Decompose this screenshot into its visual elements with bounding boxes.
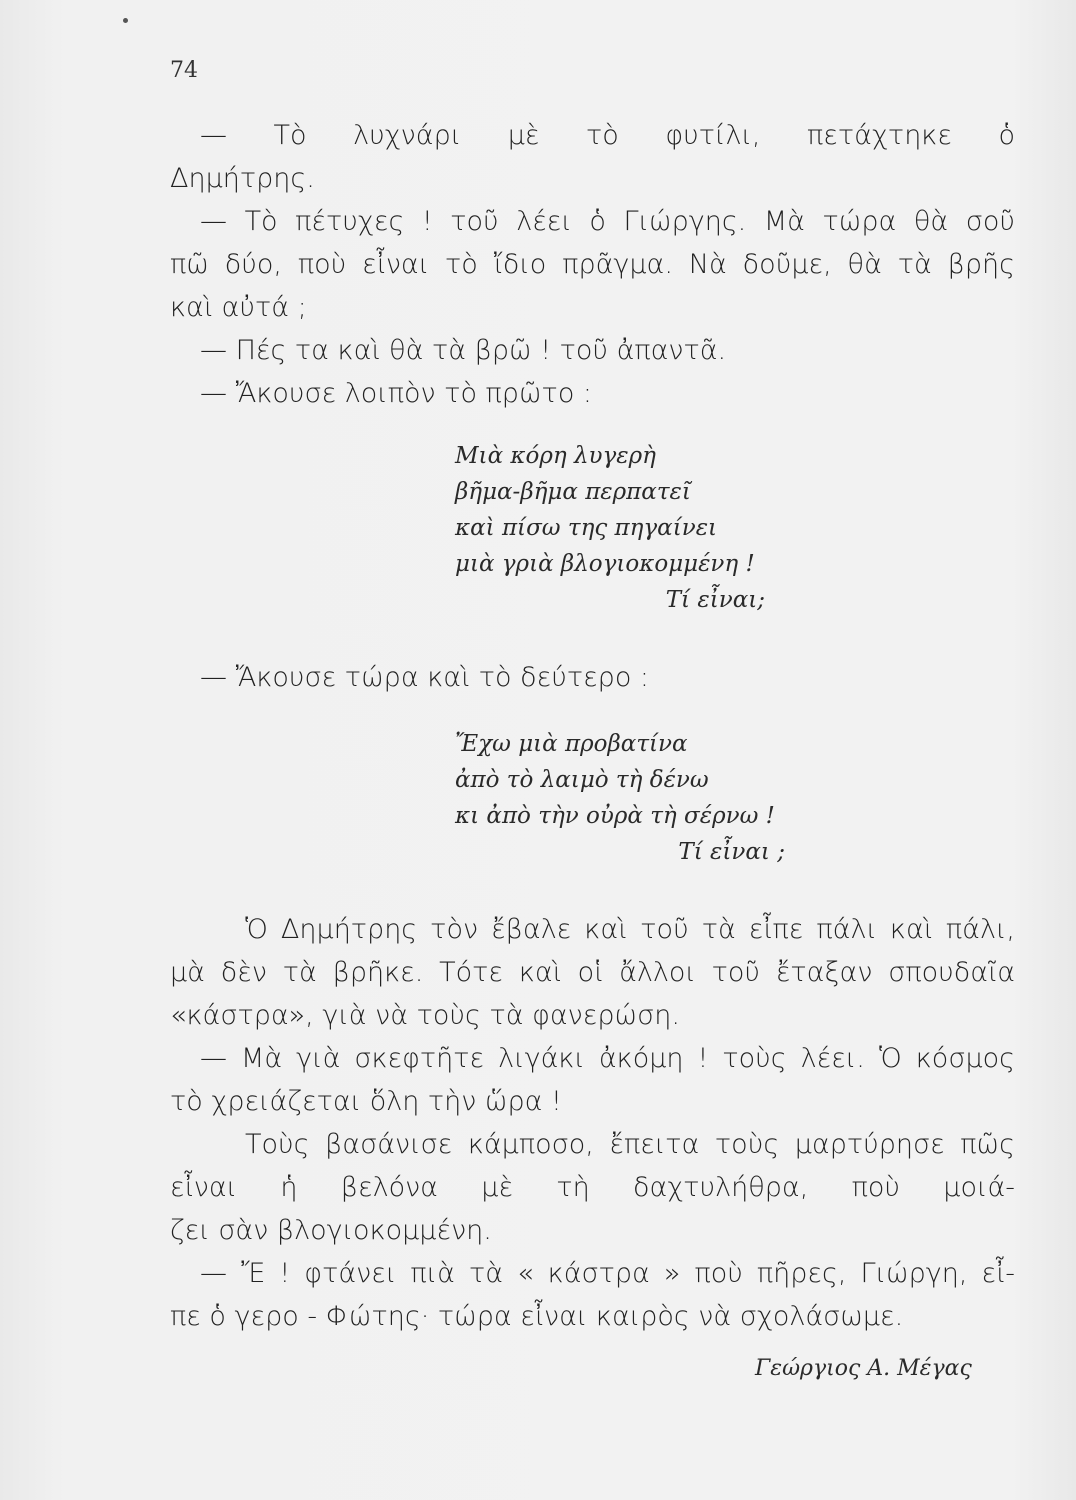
author-signature: Γεώργιος Α. Μέγας — [755, 1356, 972, 1381]
verse-line: Μιὰ κόρη λυγερὴ — [455, 443, 656, 469]
riddle-verse-2 — [455, 726, 815, 870]
print-speck — [123, 18, 128, 23]
paragraph-line: — Ἄκουσε λοιπὸν τὸ πρῶτο : — [200, 378, 593, 409]
paragraph-line: εἶναι ἡ βελόνα μὲ τὴ δαχτυλήθρα, ποὺ μοιά- — [170, 1172, 1015, 1203]
paragraph-line: — Μὰ γιὰ σκεφτῆτε λιγάκι ἀκόμη ! τοὺς λέει. Ὁ κόσμος — [200, 1043, 1015, 1074]
paragraph-line: — Πές τα καὶ θὰ τὰ βρῶ ! τοῦ ἀπαντᾶ. — [200, 335, 727, 366]
paragraph-line: πῶ δύο, ποὺ εἶναι τὸ ἴδιο πρᾶγμα. Νὰ δοῦμε, θὰ τὰ βρῆς — [170, 249, 1015, 280]
verse-line: Ἔχω μιὰ προβατίνα — [455, 731, 688, 757]
verse-line: ἀπὸ τὸ λαιμὸ τὴ δένω — [455, 767, 709, 793]
paragraph-line: καὶ αὐτά ; — [170, 292, 307, 323]
dialogue-block-1 — [170, 114, 1015, 415]
paragraph-line: Τοὺς βασάνισε κάμποσο, ἔπειτα τοὺς μαρτύρησε πῶς — [245, 1129, 1015, 1160]
paragraph-line: ζει σὰν βλογιοκομμένη. — [170, 1215, 492, 1246]
paragraph-line: — Ἄκουσε τώρα καὶ τὸ δεύτερο : — [200, 662, 650, 693]
paragraph-line: Δημήτρης. — [170, 163, 315, 194]
riddle-question: Τί εἶναι; — [665, 587, 765, 613]
paragraph-line: μὰ δὲν τὰ βρῆκε. Τότε καὶ οἱ ἄλλοι τοῦ ἔταξαν σπουδαῖα — [170, 957, 1015, 988]
verse-line: κι ἀπὸ τὴν οὐρὰ τὴ σέρνω ! — [455, 803, 775, 829]
paragraph-line: «κάστρα», γιὰ νὰ τοὺς τὰ φανερώση. — [170, 1000, 680, 1031]
verse-line: βῆμα-βῆμα περπατεῖ — [455, 479, 691, 505]
verse-line: καὶ πίσω της πηγαίνει — [455, 515, 718, 541]
riddle-verse-1 — [455, 438, 785, 618]
dialogue-block-2 — [170, 656, 1015, 699]
verse-line: μιὰ γριὰ βλογιοκομμένη ! — [455, 551, 755, 577]
page-number: 74 — [170, 58, 198, 83]
paragraph-line: — Τὸ πέτυχες ! τοῦ λέει ὁ Γιώργης. Μὰ τώρα θὰ σοῦ — [200, 206, 1015, 237]
narrative-block — [170, 908, 1015, 1338]
paragraph-line: Ὁ Δημήτρης τὸν ἔβαλε καὶ τοῦ τὰ εἶπε πάλι καὶ πάλι, — [245, 914, 1015, 945]
paragraph-line: πε ὁ γερο - Φώτης· τώρα εἶναι καιρὸς νὰ σχολάσωμε. — [170, 1301, 904, 1332]
paragraph-line: τὸ χρειάζεται ὅλη τὴν ὥρα ! — [170, 1086, 562, 1117]
paragraph-line: — Τὸ λυχνάρι μὲ τὸ φυτίλι, πετάχτηκε ὁ — [200, 120, 1015, 151]
paragraph-line: — Ἔ ! φτάνει πιὰ τὰ « κάστρα » ποὺ πῆρες, Γιώργη, εἶ- — [200, 1258, 1015, 1289]
riddle-question: Τί εἶναι ; — [678, 839, 785, 865]
